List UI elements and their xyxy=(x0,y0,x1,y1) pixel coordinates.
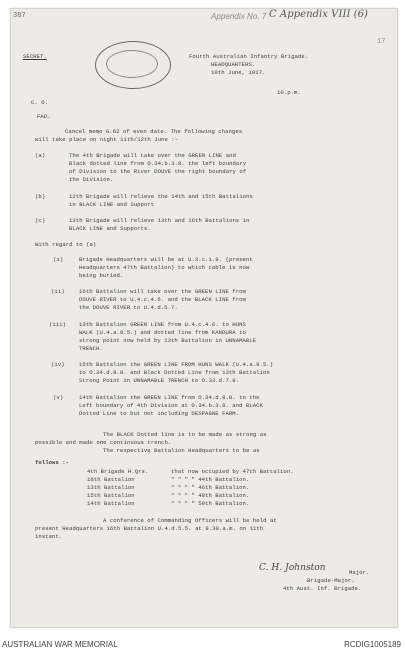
follows-label: follows :- xyxy=(35,459,70,466)
item-line: 12th Brigade will relieve the 14th and 15th Battalions xyxy=(69,193,253,200)
subitem-line: the DOUVE RIVER to U.4.d.5.7. xyxy=(79,304,178,311)
archive-footer xyxy=(0,632,405,654)
hq-unit: 16th Battalion xyxy=(87,476,135,483)
item-line: of Division to the River DOUVE the right boundary of xyxy=(69,168,247,175)
footer-institution: AUSTRALIAN WAR MEMORIAL xyxy=(2,640,118,649)
unit-name: Fourth Australian Infantry Brigade. xyxy=(189,53,309,60)
conference-line: instant. xyxy=(35,533,63,540)
item-label: (c) xyxy=(35,217,46,224)
hq-unit: 4th Brigade H.Qrs. xyxy=(87,468,149,475)
regard-heading: With regard to (a) xyxy=(35,241,97,248)
footer-record-id: RCDIG1005189 xyxy=(344,640,401,649)
signature: C. H. Johnston xyxy=(259,563,326,573)
conference-line: present Headquarters 16th Battalion U.4.d.5.5. at 9.30.a.m. on 11th xyxy=(35,525,264,532)
subitem-line: Strong Point in UNNAMABLE TRENCH to O.33.d.7.8. xyxy=(79,377,240,384)
subitem-label: (iii) xyxy=(49,321,67,328)
subitem-line: strong point now held by 13th Battalion in UNNAMABLE xyxy=(79,337,257,344)
document-page xyxy=(10,8,398,628)
hq-unit: 14th Battalion xyxy=(87,500,135,507)
subitem-line: 16th Battalion will take over the GREEN LINE from xyxy=(79,288,246,295)
paragraph-line: possible and made one continuous trench. xyxy=(35,439,172,446)
item-line: The 4th Brigade will take over the GREEN LINE and xyxy=(69,152,236,159)
item-line: in BLACK LINE and Support xyxy=(69,201,155,208)
signature-appointment: Brigade-Major. xyxy=(307,577,355,584)
subitem-label: (iv) xyxy=(51,361,65,368)
subitem-line: being buried. xyxy=(79,272,124,279)
conference-line: A conference of Commanding Officers will be held at xyxy=(103,517,277,524)
hq-location: " " " " 50th Battalion. xyxy=(171,500,250,507)
hq-unit: 13th Battalion xyxy=(87,484,135,491)
item-line: Black dotted line from O.34.b.3.8. the left boundary xyxy=(69,160,247,167)
subitem-line: Brigade Headquarters will be at U.3.c.1.9. (present xyxy=(79,256,253,263)
brigade-stamp xyxy=(95,41,171,89)
intro-line: Cancel memo G.62 of even date. The following changes xyxy=(65,128,243,135)
paragraph-line: The BLACK Dotted line is to be made as strong as xyxy=(103,431,267,438)
subitem-label: (i) xyxy=(53,256,64,263)
item-line: 13th Brigade will relieve 13th and 16th Battalions in xyxy=(69,217,250,224)
subitem-label: (v) xyxy=(53,394,64,401)
stamp-inner-ring xyxy=(106,50,158,78)
addressee: FAD. xyxy=(37,113,51,120)
subitem-line: TRENCH. xyxy=(79,345,103,352)
hq-location: that now occupied by 47th Battalion. xyxy=(171,468,294,475)
hq-location: " " " " 44th Battalion. xyxy=(171,476,250,483)
paragraph-line: The respective Battalion Headquarters to be as xyxy=(103,447,260,454)
subitem-line: 13th Battalion GREEN LINE from U.4.c.4.6. to HUNS xyxy=(79,321,246,328)
subitem-line: to O.34.d.8.8. and Black Dotted Line from 13th Battalion xyxy=(79,369,270,376)
hq-location: " " " " 48th Battalion. xyxy=(171,492,250,499)
subitem-line: 15th Battalion the GREEN LINE FROM HUNS WALK (U.4.a.9.5.) xyxy=(79,361,274,368)
time: 10.p.m. xyxy=(277,89,301,96)
item-label: (a) xyxy=(35,152,46,159)
date: 10th June, 1917. xyxy=(211,69,266,76)
subitem-line: Dotted Line to but not including DESPAGNE FARM. xyxy=(79,410,240,417)
subitem-line: WALK (U.4.a.9.5.) and dotted line from KANDURA to xyxy=(79,329,246,336)
intro-line: will take place on night 11th/12th June :- xyxy=(35,136,179,143)
signature-formation: 4th Aust. Inf. Brigade. xyxy=(283,585,362,592)
subitem-label: (ii) xyxy=(51,288,65,295)
subitem-line: DOUVE RIVER to U.4.c.4.6. and the BLACK LINE from xyxy=(79,296,246,303)
hq-unit: 15th Battalion xyxy=(87,492,135,499)
classification: SECRET. xyxy=(23,53,47,60)
hq-label: HEADQUARTERS. xyxy=(211,61,256,68)
page-number: 17 xyxy=(377,38,386,46)
item-label: (b) xyxy=(35,193,46,200)
hq-location: " " " " 46th Battalion. xyxy=(171,484,250,491)
subitem-line: Headquarters 47th Battalion) to which cable is now xyxy=(79,264,250,271)
item-line: BLACK LINE and Supports. xyxy=(69,225,151,232)
appendix-printed: Appendix No. 7 xyxy=(211,12,267,21)
addressee: C. O. xyxy=(31,99,49,106)
signature-rank: Major. xyxy=(349,569,370,576)
appendix-handwritten: C Appendix VIII (6) xyxy=(269,9,368,20)
item-line: the Division. xyxy=(69,176,114,183)
subitem-line: Left boundary of 4th Division at O.34.b.3.8. and BLACK xyxy=(79,402,263,409)
corner-number: 387 xyxy=(13,12,26,20)
subitem-line: 14th Battalion the GREEN LINE from O.34.d.8.8. to the xyxy=(79,394,260,401)
